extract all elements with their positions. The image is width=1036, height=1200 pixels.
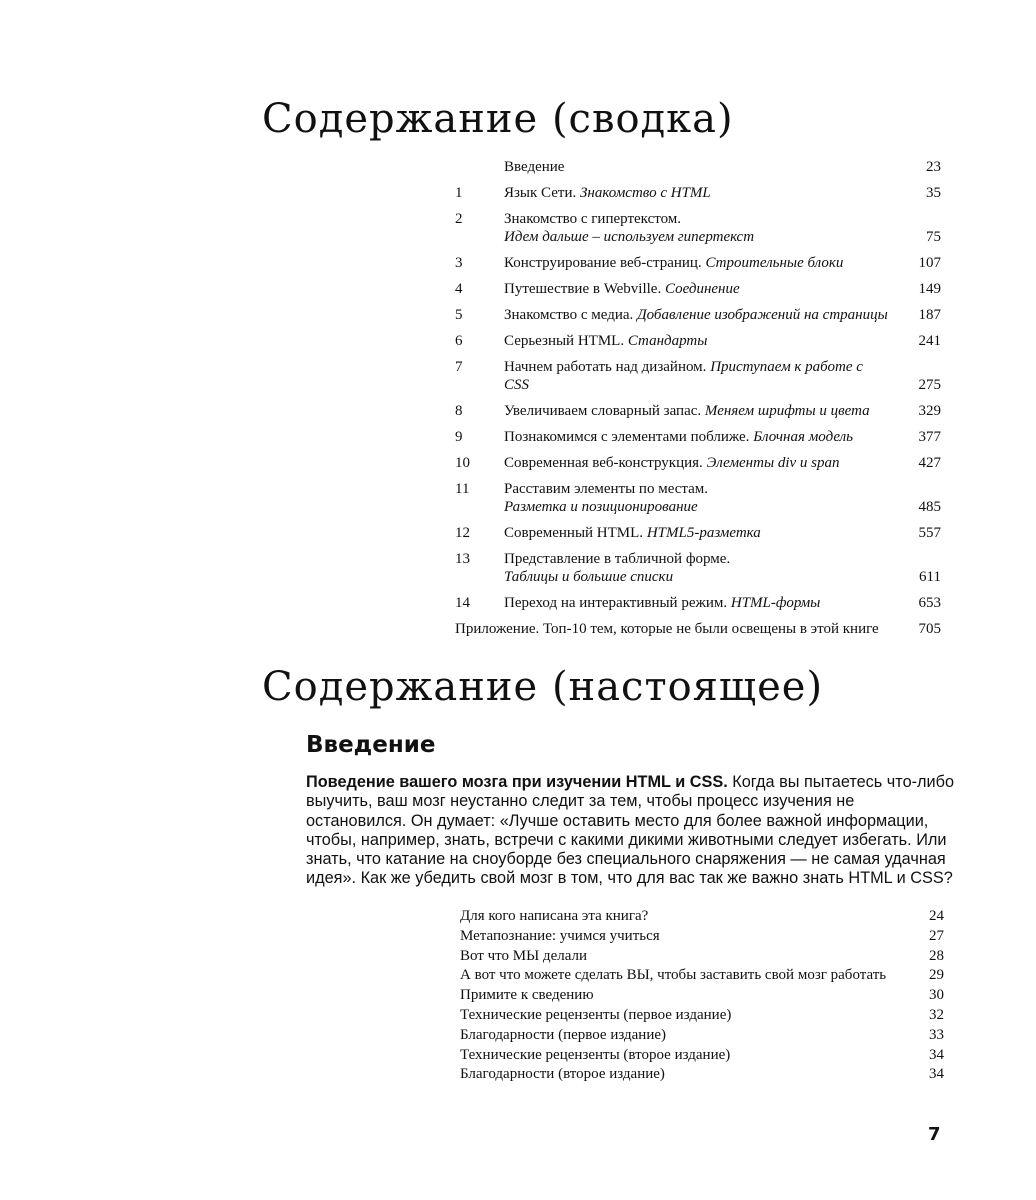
chapter-title: Современная веб-конструкция. [504, 455, 703, 471]
chapter-subtitle: Разметка и позиционирование [504, 499, 698, 515]
chapter-title: Представление в табличной форме. [504, 551, 731, 567]
intro-entry[interactable] [460, 907, 944, 927]
toc-entry[interactable] [455, 158, 941, 176]
intro-entry-title: Технические рецензенты (первое издание) [460, 1006, 732, 1023]
full-heading: Содержание (настоящее) [262, 664, 824, 710]
intro-entry[interactable] [460, 947, 944, 967]
chapter-number: 7 [455, 359, 463, 375]
chapter-page: 149 [918, 281, 941, 297]
chapter-page: 35 [926, 185, 941, 201]
intro-entry-page: 33 [929, 1026, 944, 1043]
chapter-subtitle: Меняем шрифты и цвета [704, 403, 870, 419]
appendix-page: 705 [918, 621, 941, 637]
intro-entry-page: 29 [929, 967, 944, 984]
chapter-title: Переход на интерактивный режим. [504, 595, 728, 611]
chapter-number: 5 [455, 307, 463, 323]
intro-lead: Поведение вашего мозга при изучении HTML и CSS. [306, 773, 728, 791]
chapter-number: 13 [455, 551, 470, 567]
chapter-page: 107 [918, 255, 941, 271]
chapter-page: 377 [918, 429, 941, 445]
chapter-subtitle: Строительные блоки [705, 255, 844, 271]
intro-entry[interactable] [460, 1065, 944, 1085]
chapter-subtitle: HTML5-разметка [646, 525, 761, 541]
appendix-entry[interactable] [455, 620, 941, 638]
page-number: 7 [928, 1124, 941, 1145]
toc-entry[interactable] [455, 480, 941, 516]
chapter-title: Конструирование веб-страниц. [504, 255, 702, 271]
summary-heading: Содержание (сводка) [262, 96, 734, 142]
chapter-number: 2 [455, 211, 463, 227]
toc-entry[interactable] [455, 454, 941, 472]
intro-entry-page: 34 [929, 1046, 944, 1063]
toc-entry[interactable] [455, 358, 941, 394]
chapter-subtitle: Элементы div и span [706, 455, 840, 471]
chapter-page: 427 [918, 455, 941, 471]
chapter-subtitle: Идем дальше – используем гипертекст [504, 229, 755, 245]
toc-entry[interactable] [455, 594, 941, 612]
appendix-title: Приложение. Топ-10 тем, которые не были освещены в этой книге [455, 621, 879, 637]
intro-entry[interactable] [460, 1026, 944, 1046]
toc-entry[interactable] [455, 332, 941, 350]
intro-entry-title: Технические рецензенты (второе издание) [460, 1046, 731, 1063]
chapter-title: Современный HTML. [504, 525, 644, 541]
chapter-number: 10 [455, 455, 470, 471]
chapter-page: 241 [918, 333, 941, 349]
intro-entry[interactable] [460, 1046, 944, 1066]
chapter-title: Увеличиваем словарный запас. [504, 403, 702, 419]
chapter-number: 4 [455, 281, 463, 297]
chapter-number: 12 [455, 525, 470, 541]
chapter-title: Расставим элементы по местам. [504, 481, 709, 497]
chapter-title: Знакомство с медиа. [504, 307, 634, 323]
intro-entry[interactable] [460, 927, 944, 947]
chapter-page: 187 [918, 307, 941, 323]
chapter-number: 6 [455, 333, 463, 349]
chapter-page: 611 [919, 569, 941, 585]
chapter-subtitle: HTML-формы [730, 595, 821, 611]
toc-entry[interactable] [455, 280, 941, 298]
toc-entry[interactable] [455, 210, 941, 246]
chapter-title: Путешествие в Webville. [504, 281, 662, 297]
intro-text: Когда вы пытаетесь что-либо выучить, ваш мозг неустанно следит за тем, чтобы процесс изучения не остановился. Он думает: «Лучше оставить место для более важной информации, чтобы, например, знать, встречи с какими дикими животными следует избегать. Или знать, что катание на сноуборде без специального снаряжения — не самая удачная идея». Как же убедить свой мозг в том, что для вас так же важно знать HTML и CSS? [306, 773, 955, 888]
intro-entry-title: Благодарности (второе издание) [460, 1066, 665, 1083]
toc-entry[interactable] [455, 184, 941, 202]
intro-entry-page: 28 [929, 947, 944, 964]
intro-entry-title: А вот что можете сделать ВЫ, чтобы заставить свой мозг работать [460, 967, 887, 984]
chapter-number: 11 [455, 481, 470, 497]
chapter-subtitle: Блочная модель [753, 429, 853, 445]
intro-entry[interactable] [460, 1006, 944, 1026]
toc-entry[interactable] [455, 254, 941, 272]
intro-paragraph [306, 773, 956, 889]
chapter-title: Язык Сети. [504, 185, 577, 201]
intro-entry-title: Примите к сведению [460, 987, 594, 1004]
chapter-number: 3 [455, 255, 463, 271]
toc-entry[interactable] [455, 402, 941, 420]
chapter-page: 23 [926, 159, 941, 175]
chapter-page: 653 [918, 595, 941, 611]
intro-entry-page: 34 [929, 1066, 944, 1083]
intro-entry-page: 30 [929, 987, 944, 1004]
chapter-page: 329 [918, 403, 941, 419]
chapter-number: 14 [455, 595, 470, 611]
toc-entry[interactable] [455, 306, 941, 324]
chapter-number: 9 [455, 429, 463, 445]
intro-entry-title: Вот что МЫ делали [460, 947, 588, 964]
toc-entry[interactable] [455, 550, 941, 586]
chapter-number: 8 [455, 403, 463, 419]
intro-entry-page: 24 [929, 908, 944, 924]
toc-entry[interactable] [455, 524, 941, 542]
chapter-page: 75 [926, 229, 941, 245]
intro-title: Введение [306, 732, 436, 758]
chapter-page: 557 [918, 525, 941, 541]
chapter-subtitle: Таблицы и большие списки [504, 569, 674, 585]
intro-toc [460, 907, 944, 1085]
toc-entry[interactable] [455, 428, 941, 446]
intro-entry[interactable] [460, 966, 944, 986]
chapter-page: 275 [918, 377, 941, 393]
chapter-title: Серьезный HTML. [504, 333, 625, 349]
chapter-subtitle: Приступаем к работе с CSS [504, 359, 863, 393]
chapter-title: Начнем работать над дизайном. [504, 359, 707, 375]
chapter-subtitle: Соединение [664, 281, 740, 297]
chapter-title: Познакомимся с элементами поближе. [504, 429, 750, 445]
intro-entry-title: Метапознание: учимся учиться [460, 927, 660, 944]
intro-entry-title: Благодарности (первое издание) [460, 1026, 667, 1043]
chapter-subtitle: Добавление изображений на страницы [637, 307, 888, 323]
chapter-number: 1 [455, 185, 463, 201]
chapter-subtitle: Знакомство с HTML [579, 185, 711, 201]
chapter-title: Знакомство с гипертекстом. [504, 211, 682, 227]
intro-entry[interactable] [460, 986, 944, 1006]
chapter-title: Введение [504, 159, 565, 175]
chapter-subtitle: Стандарты [627, 333, 708, 349]
summary-toc [455, 158, 941, 646]
chapter-page: 485 [918, 499, 941, 515]
intro-entry-page: 32 [929, 1006, 944, 1023]
intro-entry-title: Для кого написана эта книга? [460, 908, 649, 924]
intro-entry-page: 27 [929, 927, 944, 944]
